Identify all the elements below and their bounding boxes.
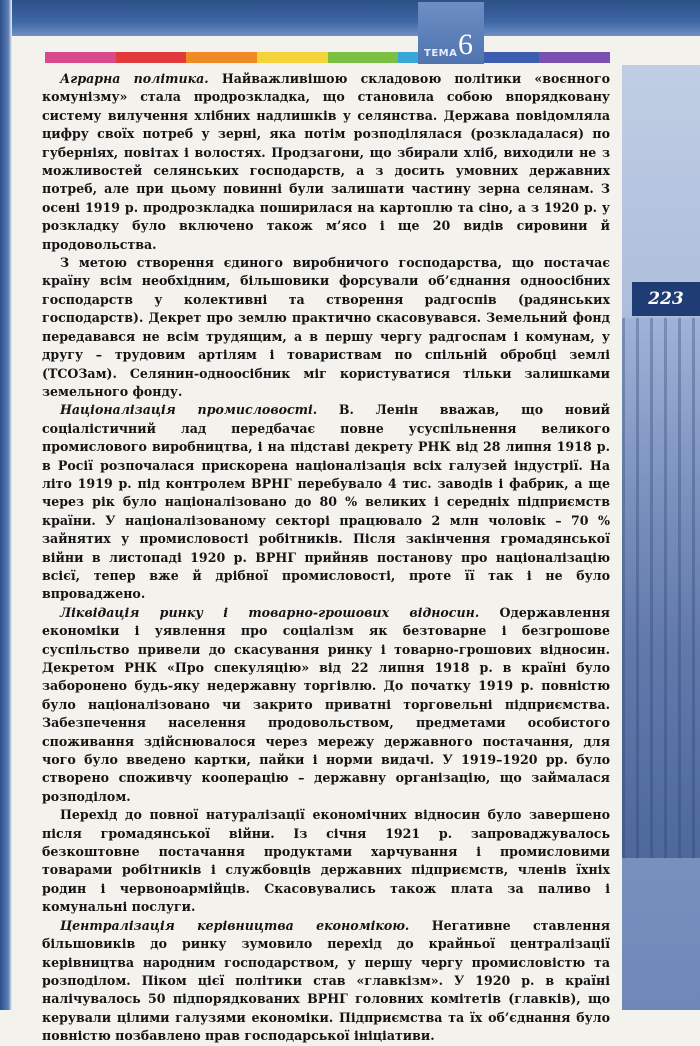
topic-tab-label: ТЕМА [424,48,458,59]
paragraph [42,70,610,254]
paragraph [42,254,610,401]
paragraph-text: Одержавлення економіки і уявлення про соціалізм як безтоварне і безгрошове суспільство привели до скасування ринку і товарно-грошових відносин. Декретом РНК «Про спекуляцію» від 22 липня 1918 р. в країні було заборонено будь-яку недержавну торгівлю. До початку 1919 р. повністю було націоналізовано чи закрито приватні торговельні підприємства. Забезпечення населення продовольством, предметами особистого споживання здійснювалося через мережу державного постачання, для чого було введено картки, пайки і норми видачі. У 1919–1920 рр. було створено споживчу кооперацію – державну організацію, що займалася розподілом. [42,604,610,804]
color-segment [45,52,116,63]
color-segment [186,52,257,63]
paragraph-text: Найважливішою складовою політики «воєнного комунізму» стала продрозкладка, що становила собою впорядковану систему вилучення хлібних надлишків у селянства. Держава повідомляла цифру своїх потреб у зерні, яка потім розподілялася (розкладалася) по губерніях, повітах і волостях. Продзагони, що збирали хліб, виходили не з можливостей селянських господарств, а з досить умовних державних потреб, але при цьому повинні були залишати частину зерна селянам. З осені 1919 р. продрозкладка поширилася на картоплю та сіно, а з 1920 р. у розкладку було включено також м’ясо і ще 20 видів сировини й продовольства. [42,71,610,252]
margin-photo [622,318,700,858]
topic-tab-number: 6 [458,28,473,61]
page-number: 223 [632,282,700,316]
paragraph-text: В. Ленін вважав, що новий соціалістичний лад передбачає повне усуспільнення великого промислового виробництва, і на підставі декрету РНК від 28 липня 1918 р. в Росії розпочалася прискорена націоналізація всіх галузей індустрії. На літо 1919 р. під контролем ВРНГ перебувало 4 тис. заводів і фабрик, а ще через рік було націоналізовано до 80 % великих і середніх підприємств країни. У націоналізованому секторі працювало 2 млн чоловік – 70 % зайнятих у промисловості робітників. Після закінчення громадянської війни в листопаді 1920 р. ВРНГ прийняв постанову про націоналізацію всієї, тепер вже й дрібної промисловості, проте її так і не було впроваджено. [42,402,610,602]
paragraph-text: Негативне ставлення більшовиків до ринку зумовило перехід до крайньої централізації керівництва народним господарством, у першу чергу промисловістю та розподілом. Піком цієї політики став «главкізм». У 1920 р. в країні налічувалось 50 підпорядкованих ВРНГ головних комітетів (главків), що керували цілими галузями економіки. Підприємства та їх об’єднання було повністю позбавлено прав господарської ініціативи. [42,917,611,1044]
paragraph-heading: Аграрна політика. [60,71,209,86]
paragraph-text: З метою створення єдиного виробничого господарства, що постачає країну всім необхідним, більшовики форсували об’єднання одноосібних господарств у колективні та створення радгоспів (радянських господарств). Декрет про землю практично скасовувався. Земельний фонд передавався не всім трудящим, а в першу чергу радгоспам і комунам, у другу – трудовим артілям і товариствам по спільній обробці землі (ТСОЗам). Селянин-одноосібник міг користуватися тільки залишками земельного фонду. [42,255,610,399]
paragraph [42,806,610,916]
top-stripe [0,0,700,36]
color-bar [45,52,610,63]
paragraph-heading: Націоналізація промисловості. [60,402,318,418]
page-body [42,70,610,1046]
paragraph-heading: Централізація керівництва економікою. [60,917,410,933]
color-segment [539,52,610,63]
paragraph-text: Перехід до повної натуралізації економічних відносин було завершено після громадянської війни. Із січня 1921 р. запроваджувалось безкоштовне постачання продуктами харчування і промисловими товарами робітників і службовців державних підприємств, членів їхніх родин і червоноармійців. Скасовувались також плата за паливо і комунальні послуги. [42,807,610,915]
paragraph-heading: Ліквідація ринку і товарно-грошових відносин. [60,604,480,620]
color-segment [328,52,399,63]
left-edge-decoration [0,0,12,1010]
topic-tab [418,2,484,64]
color-segment [116,52,187,63]
paragraph [42,401,610,603]
paragraph [42,917,610,1046]
paragraph [42,604,610,806]
color-segment [257,52,328,63]
